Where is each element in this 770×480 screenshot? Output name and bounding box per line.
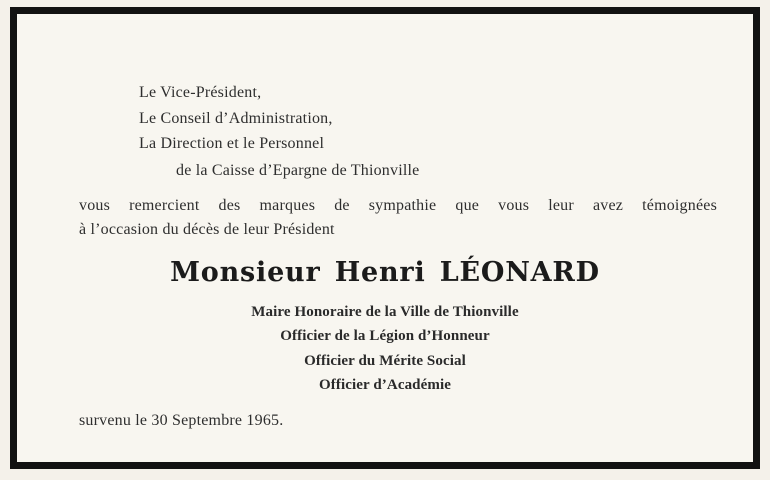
- address-line-vice-president: Le Vice-Président,: [139, 84, 262, 101]
- title-mayor: Maire Honoraire de la Ville de Thionville: [251, 304, 519, 320]
- message-line-1: vous remercient des marques de sympathie que vous leur avez témoignées: [79, 197, 717, 214]
- title-legion-honneur: Officier de la Légion d’Honneur: [280, 328, 490, 345]
- honorary-titles: [17, 300, 753, 397]
- deceased-name: Monsieur Henri LÉONARD: [170, 257, 600, 288]
- address-line-board: Le Conseil d’Administration,: [139, 110, 333, 127]
- address-line-staff: La Direction et le Personnel: [139, 135, 325, 152]
- condolence-card: [10, 7, 760, 469]
- message-line-2: à l’occasion du décès de leur Président: [79, 221, 335, 238]
- address-line-institution: de la Caisse d’Epargne de Thionville: [176, 162, 420, 179]
- title-merite-social: Officier du Mérite Social: [304, 352, 466, 369]
- title-academie: Officier d’Académie: [319, 376, 451, 393]
- death-date-line: survenu le 30 Septembre 1965.: [79, 412, 284, 429]
